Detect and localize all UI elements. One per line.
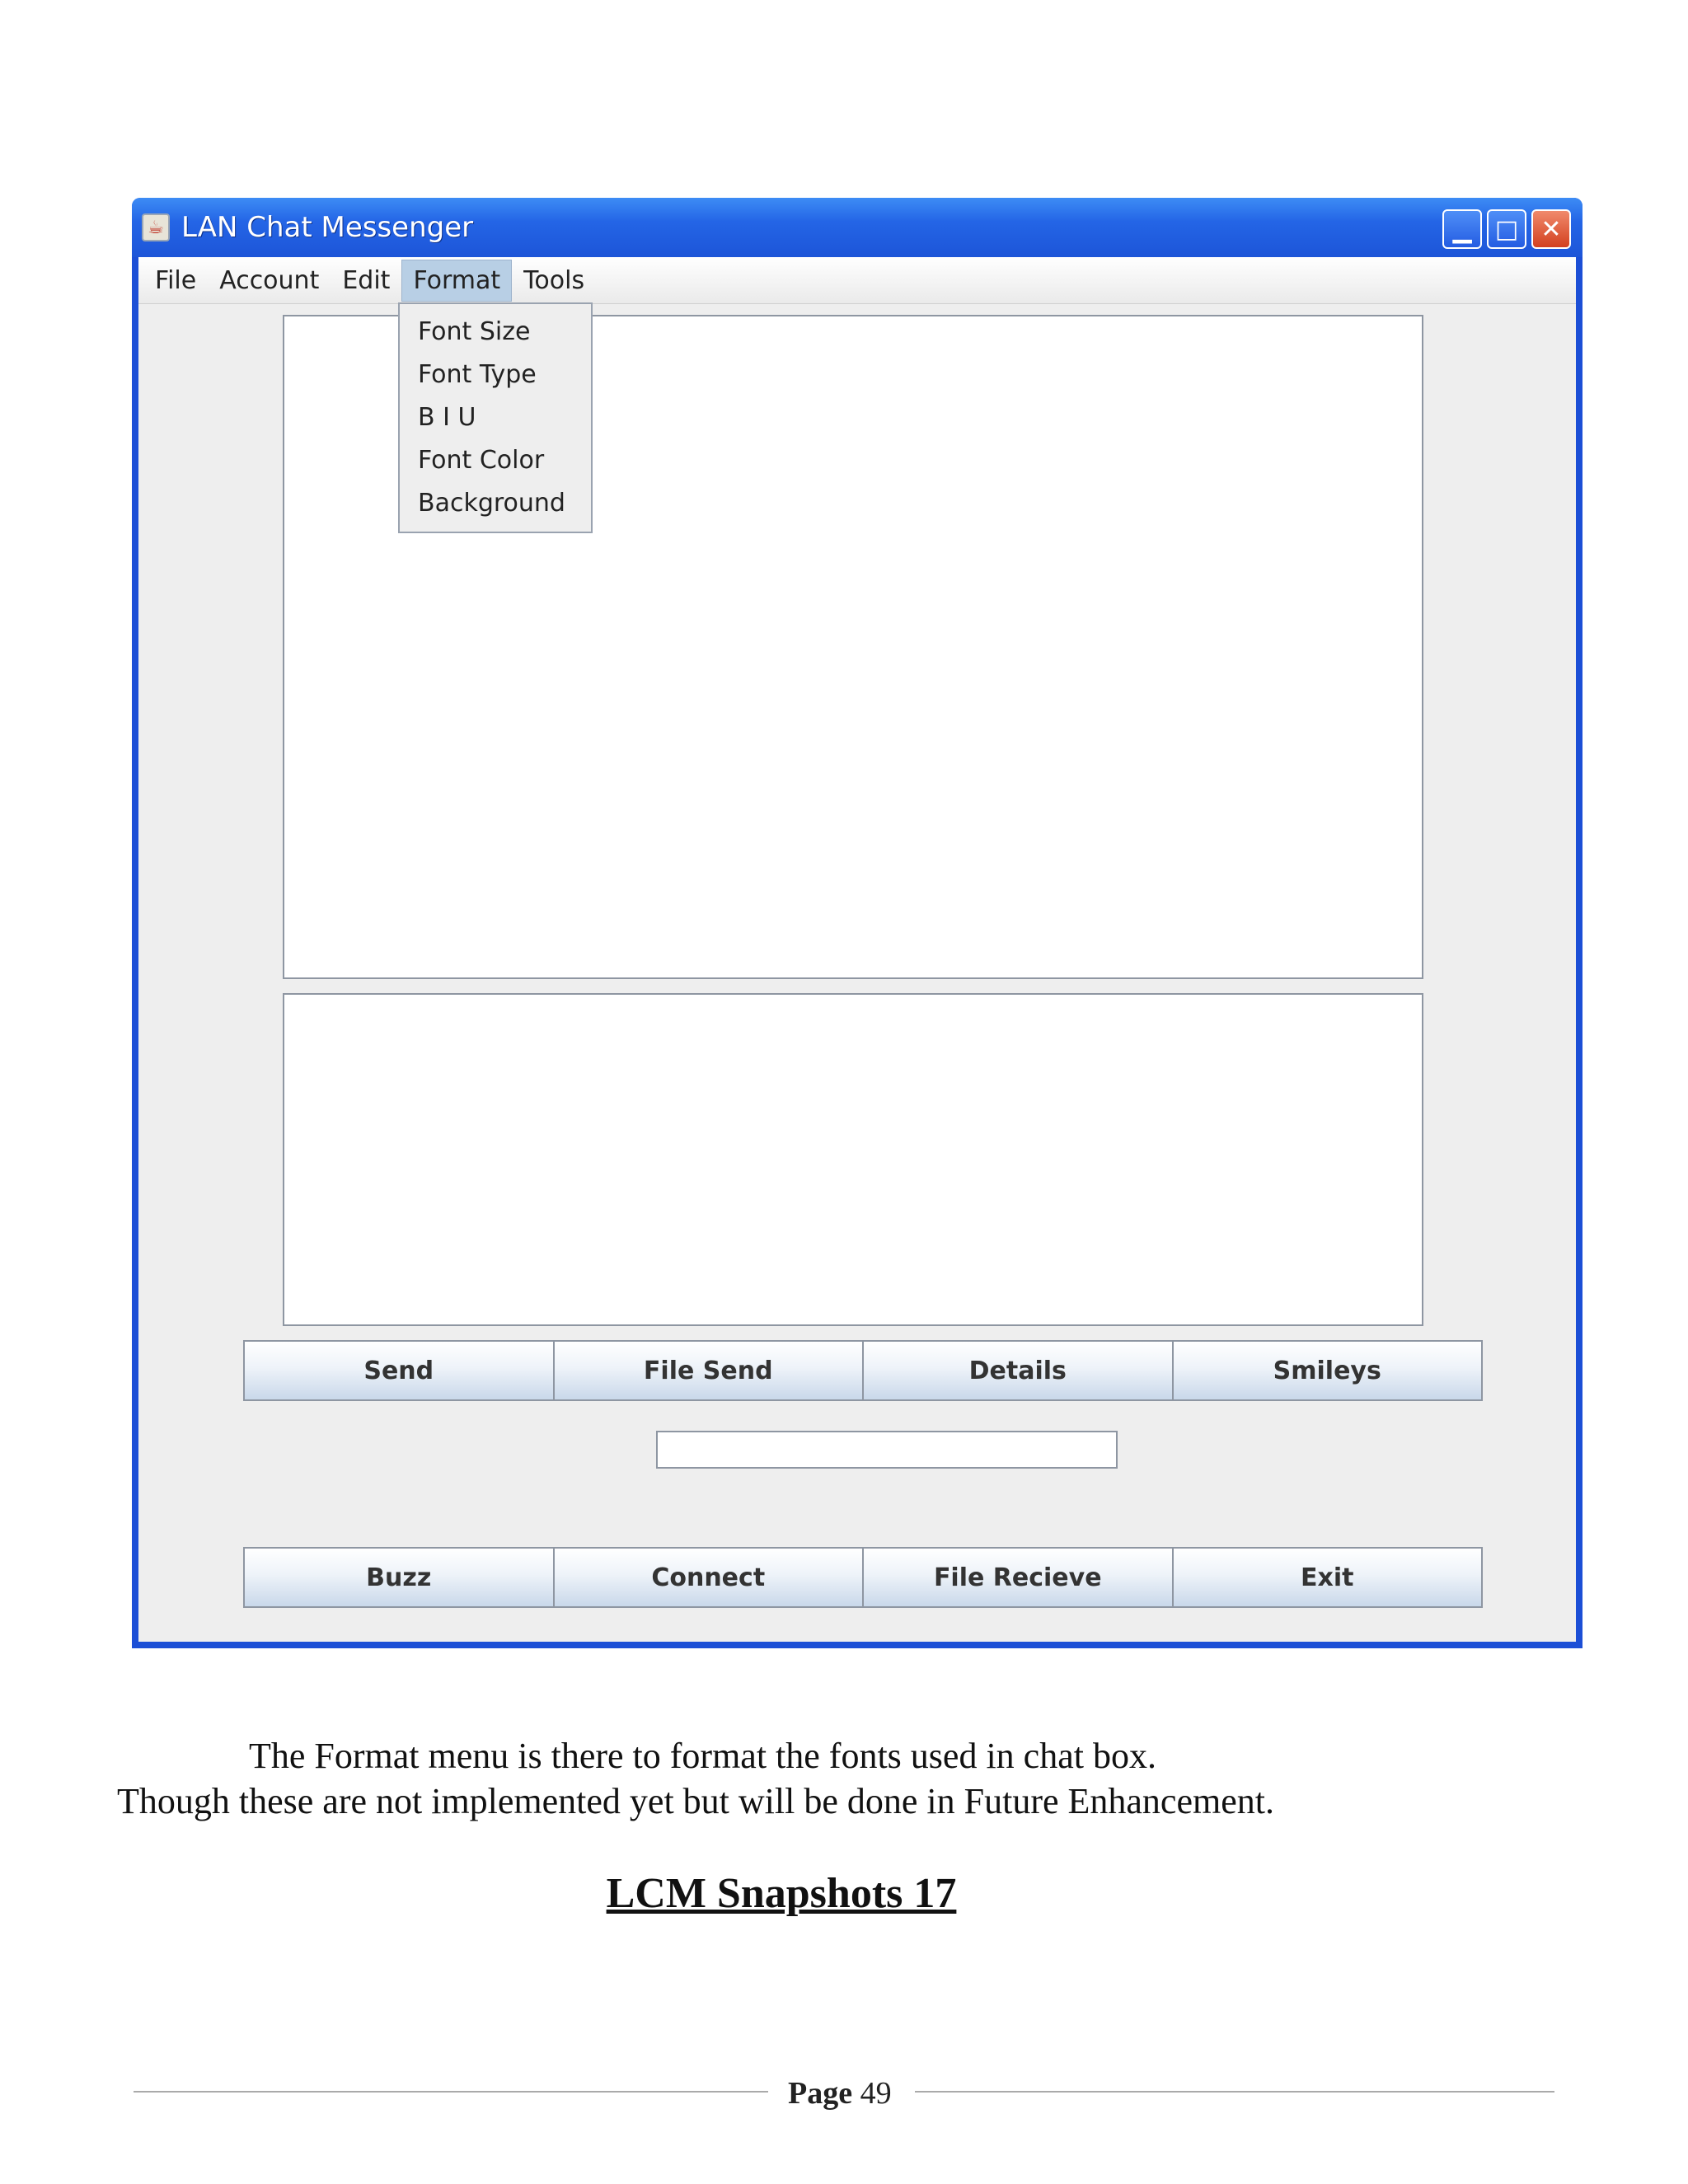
- exit-button[interactable]: Exit: [1174, 1549, 1482, 1606]
- window-title: LAN Chat Messenger: [181, 211, 474, 244]
- window-controls: [1442, 209, 1571, 249]
- details-button[interactable]: Details: [864, 1342, 1174, 1399]
- menu-item-font-size[interactable]: Font Size: [418, 317, 531, 346]
- menu-file[interactable]: File: [155, 265, 197, 295]
- app-window: [132, 198, 1582, 1648]
- buzz-button[interactable]: Buzz: [245, 1549, 555, 1606]
- action-button-row-bottom: [243, 1547, 1483, 1608]
- close-button[interactable]: ✕: [1531, 209, 1571, 249]
- action-button-row-top: [243, 1340, 1483, 1401]
- menu-tools[interactable]: Tools: [523, 265, 585, 295]
- smileys-button[interactable]: Smileys: [1174, 1342, 1482, 1399]
- status-text-field[interactable]: [656, 1431, 1118, 1469]
- footer-rule-left: [134, 2091, 768, 2093]
- menu-item-biu[interactable]: B I U: [418, 403, 476, 432]
- page-number-label: [788, 2075, 892, 2111]
- caption-line-1: The Format menu is there to format the fonts used in chat box.: [249, 1736, 1156, 1776]
- caption-line-2: Though these are not implemented yet but will be done in Future Enhancement.: [117, 1781, 1274, 1821]
- menu-edit[interactable]: Edit: [342, 265, 391, 295]
- connect-button[interactable]: Connect: [555, 1549, 865, 1606]
- page-word: Page: [788, 2076, 853, 2111]
- send-button[interactable]: Send: [245, 1342, 555, 1399]
- snapshot-heading: LCM Snapshots 17: [606, 1870, 957, 1917]
- title-bar[interactable]: [132, 198, 1582, 257]
- message-input-area[interactable]: [283, 993, 1423, 1326]
- menu-item-background[interactable]: Background: [418, 489, 565, 518]
- menu-account[interactable]: Account: [219, 265, 320, 295]
- file-send-button[interactable]: File Send: [555, 1342, 865, 1399]
- maximize-button[interactable]: □: [1487, 209, 1526, 249]
- file-recieve-button[interactable]: File Recieve: [864, 1549, 1174, 1606]
- minimize-button[interactable]: ▁: [1442, 209, 1482, 249]
- page-number: 49: [860, 2076, 892, 2111]
- java-app-icon: ☕: [142, 213, 170, 241]
- format-dropdown-menu: [398, 302, 593, 533]
- footer-rule-right: [915, 2091, 1554, 2093]
- menu-item-font-type[interactable]: Font Type: [418, 360, 537, 389]
- window-client-area: [138, 257, 1576, 1642]
- menu-bar: [138, 257, 1576, 304]
- menu-format[interactable]: Format: [401, 260, 512, 302]
- menu-item-font-color[interactable]: Font Color: [418, 446, 545, 475]
